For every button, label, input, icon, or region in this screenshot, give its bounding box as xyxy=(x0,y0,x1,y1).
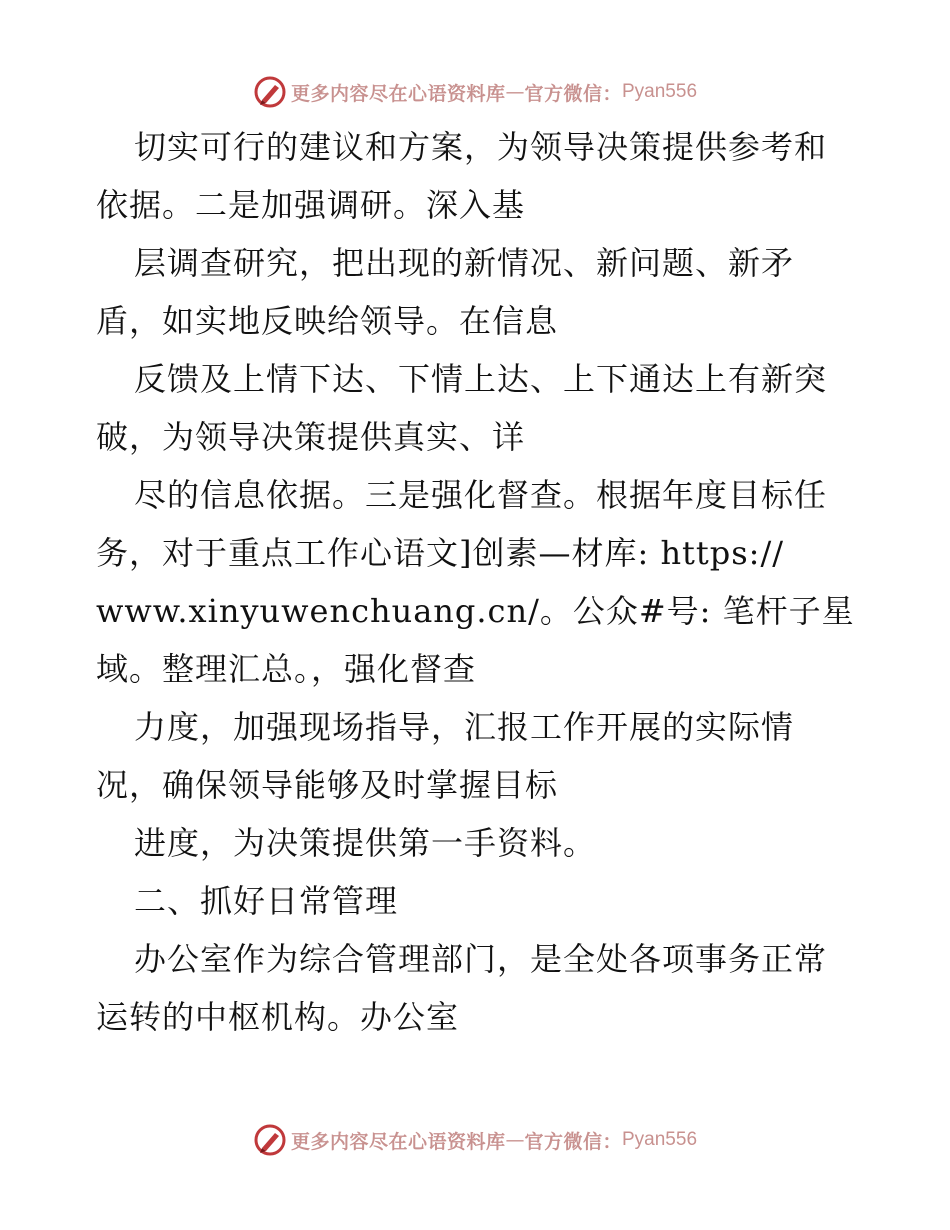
body-line: 域。整理汇总。，强化督查 xyxy=(96,650,477,688)
footer-watermark xyxy=(0,1120,950,1160)
header-dash: — xyxy=(505,81,525,103)
body-line: 破，为领导决策提供真实、详 xyxy=(96,418,526,456)
header-wechat-label: 官方微信： xyxy=(524,82,622,105)
header-watermark xyxy=(0,72,950,112)
pen-logo-icon xyxy=(253,1123,287,1157)
body-line: 运转的中枢机构。办公室 xyxy=(96,998,460,1036)
section-heading: 二、抓好日常管理 xyxy=(134,882,399,920)
header-promo-text: 更多内容尽在心语资料库 xyxy=(290,82,506,105)
body-line: 务，对于重点工作心语文]创素—材库: https:// xyxy=(96,534,785,572)
body-line: 盾，如实地反映给领导。在信息 xyxy=(96,302,559,340)
body-line: 依据。二是加强调研。深入基 xyxy=(96,186,526,224)
body-line: 层调查研究，把出现的新情况、新问题、新矛 xyxy=(134,244,795,282)
pen-logo-icon xyxy=(253,75,287,109)
body-line: 办公室作为综合管理部门，是全处各项事务正常 xyxy=(134,940,828,978)
body-line: 进度，为决策提供第一手资料。 xyxy=(134,824,597,862)
body-line: 尽的信息依据。三是强化督查。根据年度目标任 xyxy=(134,476,828,514)
header-wechat-id: Pyan556 xyxy=(622,81,698,102)
body-line: 切实可行的建议和方案，为领导决策提供参考和 xyxy=(134,128,828,166)
body-line: 力度，加强现场指导，汇报工作开展的实际情 xyxy=(134,708,795,746)
footer-promo-text: 更多内容尽在心语资料库 xyxy=(290,1130,506,1153)
body-line: 况，确保领导能够及时掌握目标 xyxy=(96,766,559,804)
document-body xyxy=(96,118,856,1046)
body-line: www.xinyuwenchuang.cn/。公众#号: 笔杆子星 xyxy=(96,592,855,630)
footer-wechat-id: Pyan556 xyxy=(622,1129,698,1150)
footer-dash: — xyxy=(505,1129,525,1151)
footer-wechat-label: 官方微信： xyxy=(524,1130,622,1153)
body-line: 反馈及上情下达、下情上达、上下通达上有新突 xyxy=(134,360,828,398)
